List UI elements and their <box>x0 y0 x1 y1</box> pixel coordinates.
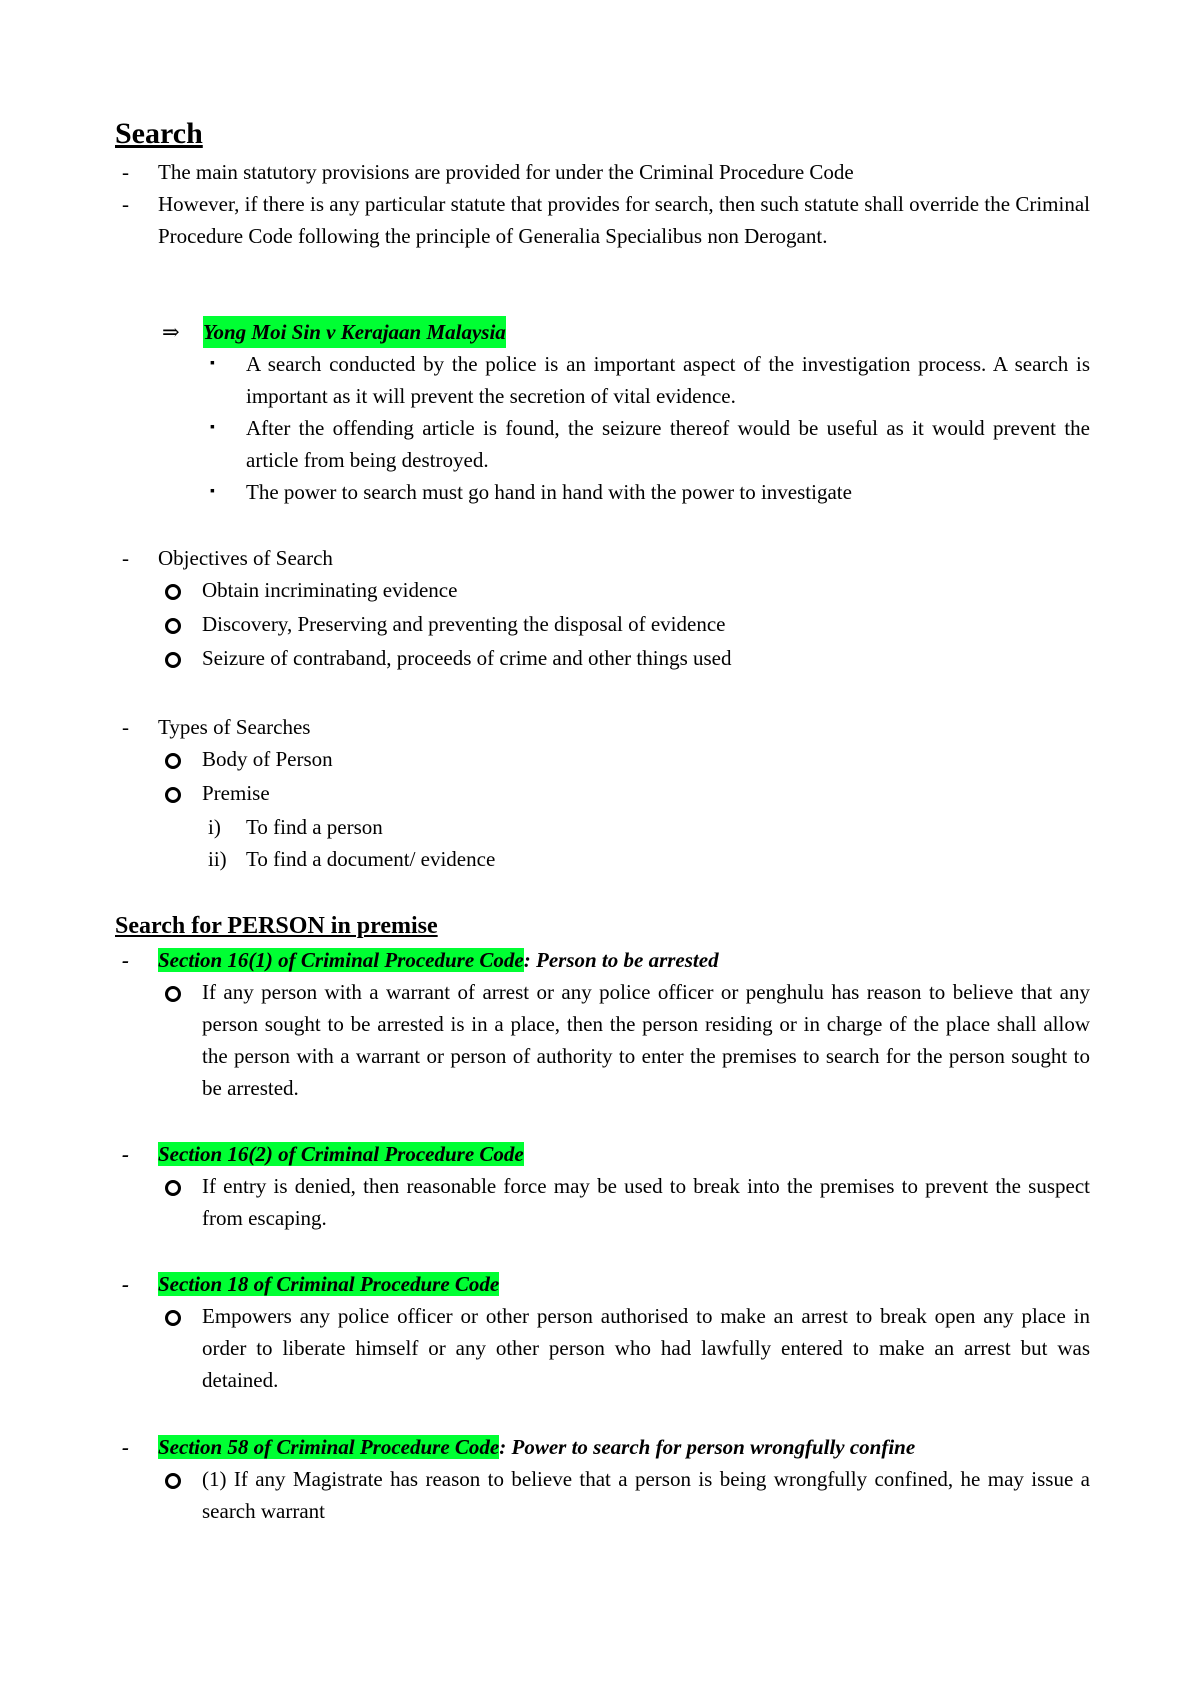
section-ref: Section 58 of Criminal Procedure Code <box>158 1435 500 1459</box>
case-heading-row <box>0 316 1200 348</box>
list-item-text: Body of Person <box>202 747 333 771</box>
section-block <box>0 1268 1200 1396</box>
list-item-text: To find a document/ evidence <box>246 847 496 871</box>
dash-marker: - <box>122 948 129 972</box>
circle-bullet-icon <box>165 777 181 812</box>
section-ref: Section 18 of Criminal Procedure Code <box>158 1272 500 1296</box>
arrow-marker: ⇒ <box>162 320 180 344</box>
circle-bullet-icon <box>165 1463 181 1498</box>
section-heading: Search for PERSON in premise <box>115 913 438 939</box>
list-item <box>0 811 1200 843</box>
dash-marker: - <box>122 715 129 739</box>
section-title <box>158 1268 1090 1300</box>
section-heading-row <box>0 1138 1200 1170</box>
section-block <box>0 944 1200 1104</box>
circle-bullet-icon <box>165 1170 181 1205</box>
list-item <box>0 743 1200 777</box>
list-item <box>0 976 1200 1104</box>
circle-bullet-icon <box>165 642 181 677</box>
types-block <box>0 711 1200 875</box>
section-title <box>158 1431 1090 1463</box>
circle-bullet-icon <box>165 574 181 609</box>
list-item <box>0 642 1200 674</box>
roman-numeral: i) <box>208 815 221 839</box>
list-item <box>0 843 1200 875</box>
list-item-text: A search conducted by the police is an important aspect of the investigation process. A search is important as it will prevent the secretion of vital evidence. <box>246 352 1090 408</box>
square-bullet-icon: ▪ <box>210 420 215 435</box>
list-item-text: If entry is denied, then reasonable force may be used to break into the premises to prevent the suspect from escaping. <box>202 1174 1090 1230</box>
intro-list <box>0 156 1200 284</box>
section-ref: Section 16(2) of Criminal Procedure Code <box>158 1142 524 1166</box>
list-item <box>0 1463 1200 1527</box>
list-item <box>0 574 1200 608</box>
list-item-text: Empowers any police officer or other person authorised to make an arrest to break open any place in order to liberate himself or any other person who had lawfully entered to make an arrest but was detained. <box>202 1304 1090 1392</box>
section-block <box>0 1431 1200 1527</box>
case-name: Yong Moi Sin v Kerajaan Malaysia <box>203 316 506 348</box>
section-title <box>158 944 1090 976</box>
square-bullet-icon: ▪ <box>210 356 215 371</box>
list-item <box>0 188 1200 284</box>
dash-marker: - <box>122 160 129 184</box>
section-heading-row <box>0 1431 1200 1463</box>
list-item-text: The power to search must go hand in hand with the power to investigate <box>246 480 852 504</box>
list-item-text: If any person with a warrant of arrest or any police officer or penghulu has reason to believe that any person sought to be arrested is in a place, then the person residing or in charge of the place shall allow the person with a warrant or person of authority to enter the premises to search for the person sought to be arrested. <box>202 980 1090 1100</box>
dash-marker: - <box>122 192 129 216</box>
list-item-text: To find a person <box>246 815 383 839</box>
list-item-text: However, if there is any particular statute that provides for search, then such statute shall override the Criminal Procedure Code following the principle of Generalia Specialibus non Derogant. <box>158 192 1090 248</box>
list-item-text: Premise <box>202 781 270 805</box>
list-item-text: After the offending article is found, the seizure thereof would be useful as it would prevent the article from being destroyed. <box>246 416 1090 472</box>
circle-bullet-icon <box>165 976 181 1011</box>
list-item <box>0 156 1200 188</box>
list-item <box>0 476 1200 508</box>
objectives-block <box>0 542 1200 674</box>
list-item <box>0 542 1200 574</box>
section-title <box>158 1138 1090 1170</box>
case-block <box>0 316 1200 508</box>
list-item <box>0 711 1200 743</box>
circle-bullet-icon <box>165 1300 181 1335</box>
list-item <box>0 608 1200 642</box>
section-suffix: : Person to be arrested <box>523 948 719 972</box>
list-item <box>0 1300 1200 1396</box>
dash-marker: - <box>122 546 129 570</box>
objectives-label: Objectives of Search <box>158 546 333 570</box>
section-block <box>0 1138 1200 1234</box>
circle-bullet-icon <box>165 608 181 643</box>
list-item-text: Discovery, Preserving and preventing the disposal of evidence <box>202 612 726 636</box>
section-suffix: : Power to search for person wrongfully confine <box>499 1435 916 1459</box>
list-item-text: Seizure of contraband, proceeds of crime and other things used <box>202 646 732 670</box>
square-bullet-icon: ▪ <box>210 484 215 499</box>
list-item <box>0 348 1200 412</box>
page-title: Search <box>115 117 203 150</box>
list-item-text: Obtain incriminating evidence <box>202 578 458 602</box>
section-heading-row <box>0 1268 1200 1300</box>
dash-marker: - <box>122 1142 129 1166</box>
circle-bullet-icon <box>165 743 181 778</box>
list-item <box>0 777 1200 811</box>
list-item-text: (1) If any Magistrate has reason to believe that a person is being wrongfully confined, he may issue a search warrant <box>202 1467 1090 1523</box>
list-item <box>0 412 1200 476</box>
dash-marker: - <box>122 1272 129 1296</box>
section-ref: Section 16(1) of Criminal Procedure Code <box>158 948 524 972</box>
roman-numeral: ii) <box>208 847 227 871</box>
dash-marker: - <box>122 1435 129 1459</box>
list-item <box>0 1170 1200 1234</box>
section-heading-row <box>0 944 1200 976</box>
types-label: Types of Searches <box>158 715 311 739</box>
list-item-text: The main statutory provisions are provided for under the Criminal Procedure Code <box>158 160 854 184</box>
